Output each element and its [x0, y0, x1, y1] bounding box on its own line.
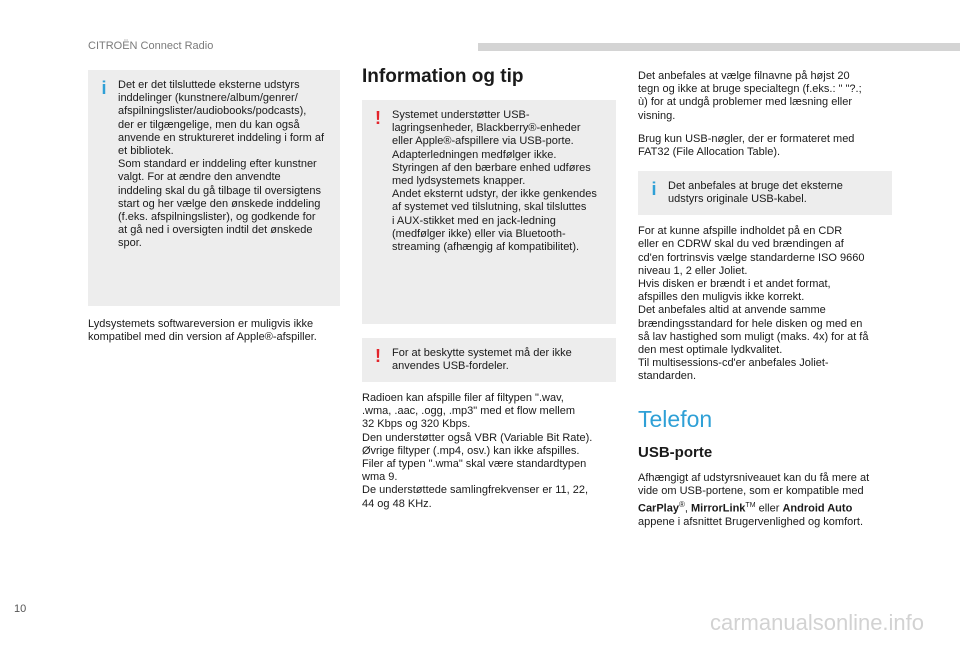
subsection-title-usb: USB-porte — [638, 443, 713, 461]
warning-icon: ! — [375, 346, 381, 366]
filename-paragraph: Det anbefales at vælge filnavne på højst 20 tegn og ikke at bruge specialtegn (f.eks.: " "?.; ù) for at undgå problemer med læsning eller visning. — [638, 70, 862, 122]
header-title: CITROËN Connect Radio — [88, 40, 214, 52]
carplay-label: CarPlay — [638, 502, 679, 515]
watermark: carmanualsonline.info — [710, 610, 925, 635]
warning-box-usb-hub — [362, 338, 616, 382]
warning-box-text: For at beskytte systemet må der ikke anvendes USB-fordeler. — [392, 347, 572, 373]
info-box-text: Det anbefales at bruge det eksterne udstyrs originale USB-kabel. — [668, 180, 843, 206]
header-bar — [478, 43, 960, 51]
info-icon: i — [651, 179, 657, 200]
info-box — [88, 70, 340, 306]
cd-paragraph: For at kunne afspille indholdet på en CDR eller en CDRW skal du ved brændingen af cd'en fortrinsvis vælge standarderne ISO 9660 niveau 1, 2 eller Joliet. Hvis disken er brændt i et andet format, afspilles den muligvis ikke korrekt. Det anbefales altid at anvende samme brændingsstandard for hele disken og med en så lav hastighed som muligt (maks. 4x) for at få den mest optimale lydkvalitet. Til multisessions-cd'er anbefales Joliet- standarden. — [638, 225, 869, 383]
section-heading: Information og tip — [362, 66, 524, 87]
info-icon: i — [101, 78, 107, 98]
separator: eller — [755, 502, 783, 515]
compatibility-note: Lydsystemets softwareversion er muligvis ikke kompatibel med din version af Apple®-afspiller. — [88, 318, 317, 344]
info-box-text: Det er det tilsluttede eksterne udstyrs inddelinger (kunstnere/album/genrer/ afspilningslister/audiobooks/podcasts), der er tilgængelige, men du kan også anvende en struktureret inddeling i form af et bibliotek. Som standard er inddeling efter kunstner valgt. For at ændre den anvendte inddeling skal du gå tilbage til oversigtens start og her vælge den ønskede inddeling (f.eks. afspilningslister), og godkende for at gå ned i oversigten indtil det ønskede spor. — [118, 79, 325, 250]
info-box-usb-cable — [638, 171, 892, 215]
warning-box — [362, 100, 616, 324]
usb-text-line: appene i afsnittet Brugervenlighed og komfort. — [638, 515, 864, 528]
section-title-telefon: Telefon — [638, 405, 713, 432]
usb-text-line: vide om USB-portene, som er kompatible med — [638, 484, 864, 497]
usb-text-line: Afhængigt af udstyrsniveauet kan du få mere at — [638, 471, 870, 484]
usb-format-paragraph: Brug kun USB-nøgler, der er formateret med FAT32 (File Allocation Table). — [638, 132, 855, 159]
file-format-paragraph: Radioen kan afspille filer af filtypen ".wav, .wma, .aac, .ogg, .mp3" med et flow mellem 32 Kbps og 320 Kbps. Den understøtter også VBR (Variable Bit Rate). Øvrige filtyper (.mp4, osv.) kan ikke afspilles. Filer af typen ".wma" skal være standardtypen wma 9. De understøttede samlingfrekvenser er 11, 22, 44 og 48 KHz. — [362, 392, 593, 510]
column-1 — [88, 70, 340, 344]
android-auto-label: Android Auto — [782, 502, 853, 515]
registered-mark: ® — [678, 500, 685, 510]
page-number: 10 — [14, 603, 27, 615]
warning-icon: ! — [375, 108, 381, 128]
trademark-mark: TM — [745, 502, 756, 510]
mirrorlink-label: MirrorLink — [691, 502, 746, 515]
usb-ports-paragraph — [638, 472, 892, 529]
separator: , — [684, 502, 692, 515]
column-2 — [362, 66, 616, 511]
warning-box-text: Systemet understøtter USB- lagringsenheder, Blackberry®-enheder eller Apple®-afspillere via USB-porte. Adapterledningen medfølger ikke. Styringen af den bærbare enhed udføres med lydsystemets knapper. Andet eksternt udstyr, der ikke genkendes af systemet ved tilslutning, skal tilsluttes i AUX-stikket med en jack-ledning (medfølger ikke) eller via Bluetooth- streaming (afhængig af kompatibilitet). — [392, 109, 597, 254]
column-3 — [638, 70, 892, 529]
